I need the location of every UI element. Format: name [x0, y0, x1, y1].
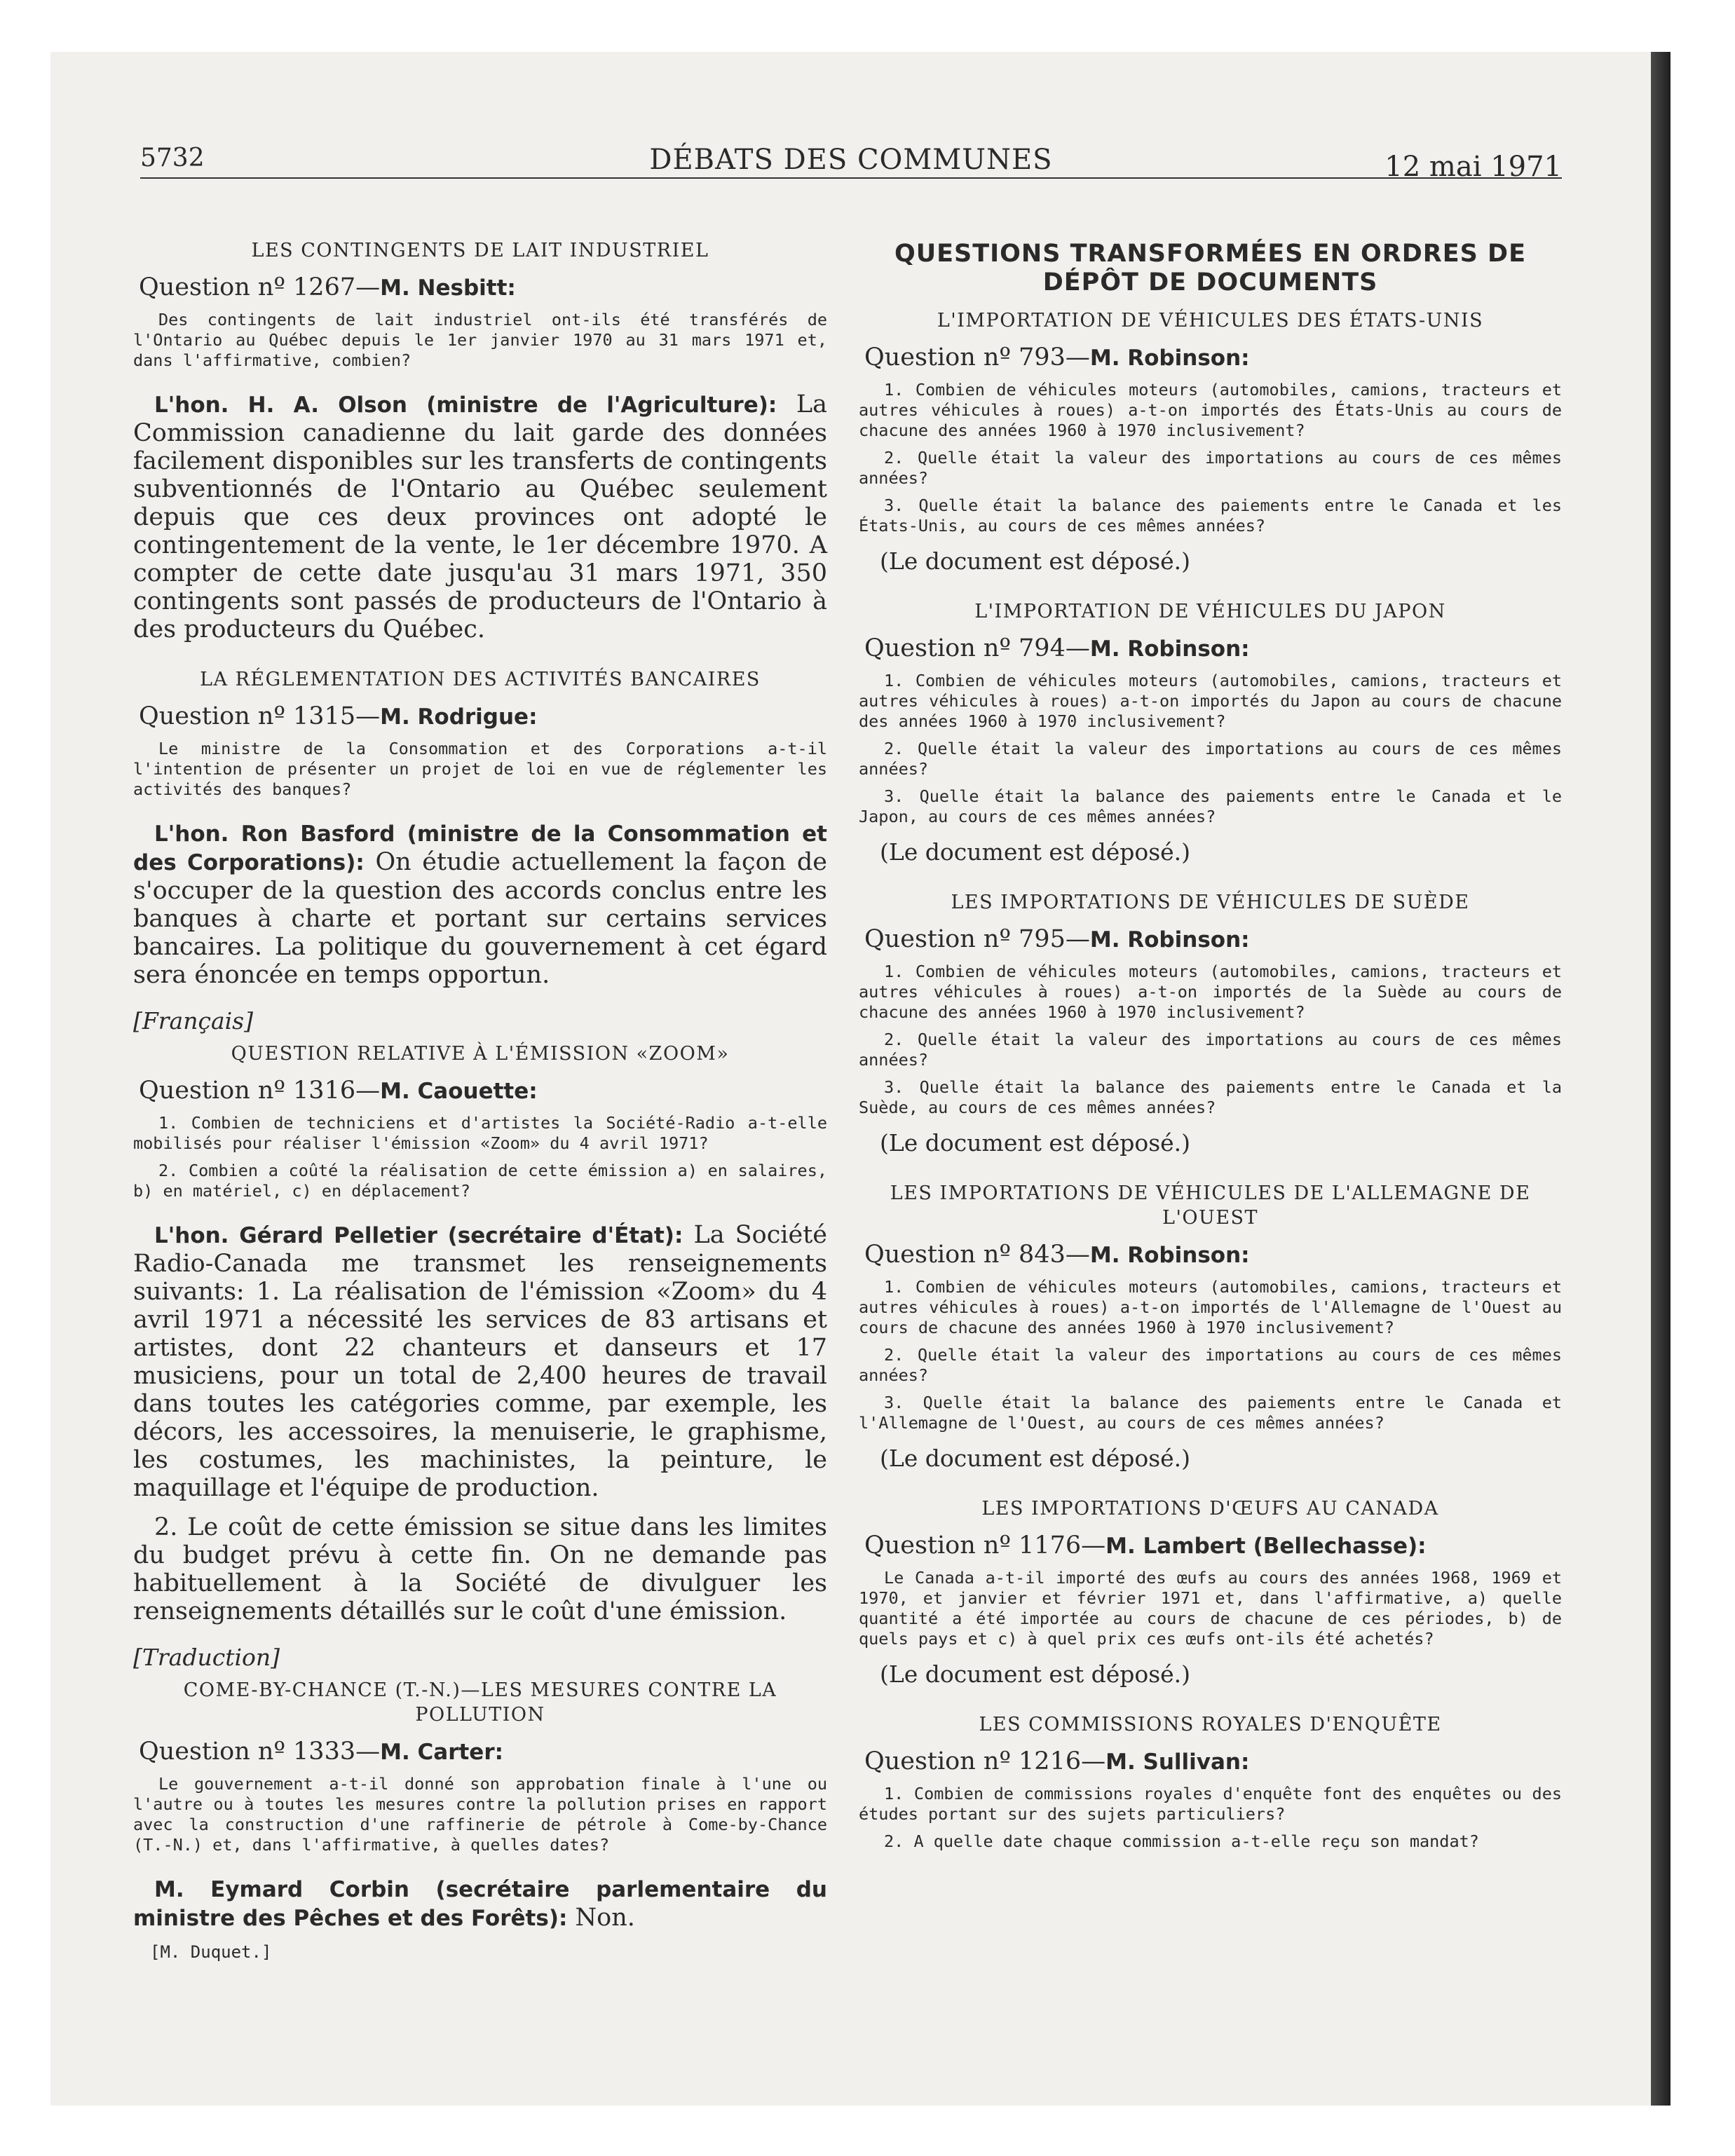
left-column	[133, 231, 827, 1962]
question-author: M. Rodrigue:	[380, 704, 538, 730]
question-number: Question nº 1216—	[864, 1747, 1106, 1775]
main-heading: QUESTIONS TRANSFORMÉES EN ORDRES DE DÉPÔT DE DOCUMENTS	[894, 240, 1527, 296]
answer-speaker: M. Eymard Corbin (secrétaire parlementaire du ministre des Pêches et des Forêts):	[133, 1877, 827, 1931]
section-heading: LES IMPORTATIONS D'ŒUFS AU CANADA	[981, 1498, 1439, 1520]
answer	[133, 1875, 827, 1932]
question-text: Le gouvernement a-t-il donné son approbation finale à l'une ou l'autre ou à toutes les mesures contre la pollution prises en rapport avec la construction d'une raffinerie de pétrole à Come-by-Chance (T.-N.) et, dans l'affirmative, à quelles dates?	[133, 1774, 827, 1855]
question-item: 2. Quelle était la valeur des importations au cours de ces mêmes années?	[859, 739, 1562, 779]
question-number: Question nº 1267—	[139, 273, 381, 301]
document-tabled-note: (Le document est déposé.)	[880, 1445, 1191, 1472]
question-item: 1. Combien de commissions royales d'enquête font des enquêtes ou des études portant sur des sujets particuliers?	[859, 1784, 1562, 1824]
question-number: Question nº 1176—	[864, 1531, 1106, 1560]
question-item: 1. Combien de véhicules moteurs (automobiles, camions, tracteurs et autres véhicules à roues) a-t-on importés de la Suède au cours de chacune des années 1960 à 1970 inclusivement?	[859, 962, 1562, 1022]
question-item: 2. Quelle était la valeur des importations au cours de ces mêmes années?	[859, 1030, 1562, 1070]
section-heading: LA RÉGLEMENTATION DES ACTIVITÉS BANCAIRES	[200, 669, 761, 690]
answer-speaker: L'hon. H. A. Olson (ministre de l'Agriculture):	[154, 393, 777, 418]
question-line	[139, 702, 827, 732]
page-header	[140, 137, 1562, 186]
next-speaker: [M. Duquet.]	[150, 1942, 272, 1962]
question-number: Question nº 793—	[864, 343, 1090, 371]
answer	[133, 1221, 827, 1502]
answer-speaker: L'hon. Gérard Pelletier (secrétaire d'État):	[154, 1223, 683, 1248]
section-heading: QUESTION RELATIVE À L'ÉMISSION «ZOOM»	[231, 1043, 730, 1065]
language-marker: [Français]	[133, 1007, 253, 1035]
question-author: M. Lambert (Bellechasse):	[1105, 1534, 1427, 1559]
section-heading: LES IMPORTATIONS DE VÉHICULES DE L'ALLEMAGNE DE L'OUEST	[890, 1182, 1531, 1229]
question-item: 3. Quelle était la balance des paiements entre le Canada et le Japon, au cours de ces mêmes années?	[859, 786, 1562, 826]
scan-edge	[1651, 52, 1671, 2106]
question-text: Le ministre de la Consommation et des Corporations a-t-il l'intention de présenter un projet de loi en vue de réglementer les activités des banques?	[133, 739, 827, 799]
question-number: Question nº 1315—	[139, 702, 381, 730]
answer-speaker: L'hon. Ron Basford (ministre de la Consommation et des Corporations):	[133, 821, 827, 875]
question-text: Des contingents de lait industriel ont-ils été transférés de l'Ontario au Québec depuis le 1er janvier 1970 au 31 mars 1971 et, dans l'affirmative, combien?	[133, 310, 827, 370]
question-line	[864, 343, 1562, 373]
section-heading: L'IMPORTATION DE VÉHICULES DU JAPON	[974, 601, 1446, 622]
section-heading: L'IMPORTATION DE VÉHICULES DES ÉTATS-UNIS	[937, 310, 1484, 332]
question-line	[864, 634, 1562, 664]
question-author: M. Robinson:	[1089, 1243, 1250, 1268]
question-line	[139, 1737, 827, 1767]
answer-text: La Société Radio-Canada me transmet les renseignements suivants: 1. La réalisation de l'émission «Zoom» du 4 avril 1971 a nécessité les services de 83 artisans et artistes, dont 22 chanteurs et danseurs et 17 musiciens, pour un total de 2,400 heures de travail dans toutes les catégories comme, par exemple, les décors, les accessoires, la menuiserie, le graphisme, les costumes, les machinistes, la peinture, le maquillage et l'équipe de production.	[133, 1221, 827, 1502]
document-tabled-note: (Le document est déposé.)	[880, 1129, 1191, 1157]
issue-date: 12 mai 1971	[1384, 151, 1562, 183]
section-heading: COME-BY-CHANCE (T.-N.)—LES MESURES CONTRE LA POLLUTION	[183, 1679, 777, 1726]
document-tabled-note: (Le document est déposé.)	[880, 1660, 1191, 1688]
question-author: M. Sullivan:	[1105, 1749, 1250, 1775]
question-item: 3. Quelle était la balance des paiements entre le Canada et l'Allemagne de l'Ouest, au cours de ces mêmes années?	[859, 1393, 1562, 1433]
question-item: 1. Combien de véhicules moteurs (automobiles, camions, tracteurs et autres véhicules à roues) a-t-on importés de l'Allemagne de l'Ouest au cours de chacune des années 1960 à 1970 inclusivement?	[859, 1277, 1562, 1337]
page-number: 5732	[140, 144, 205, 172]
question-item: 2. Combien a coûté la réalisation de cette émission a) en salaires, b) en matériel, c) en déplacement?	[133, 1161, 827, 1201]
document-tabled-note: (Le document est déposé.)	[880, 547, 1191, 575]
question-line	[864, 1240, 1562, 1270]
question-number: Question nº 1333—	[139, 1738, 381, 1766]
answer	[133, 819, 827, 989]
question-number: Question nº 794—	[864, 634, 1090, 662]
question-author: M. Robinson:	[1089, 636, 1250, 662]
question-item: 2. A quelle date chaque commission a-t-elle reçu son mandat?	[884, 1831, 1479, 1851]
question-line	[139, 1076, 827, 1106]
question-author: M. Carter:	[380, 1740, 504, 1765]
question-author: M. Nesbitt:	[380, 275, 516, 301]
language-marker: [Traduction]	[133, 1644, 280, 1671]
answer-text: La Commission canadienne du lait garde des données facilement disponibles sur les transferts de contingents subventionnés de l'Ontario au Québec seulement depuis que ces deux provinces ont adopté le contingentement de la vente, le 1er décembre 1970. A compter de cette date jusqu'au 31 mars 1971, 350 contingents sont passés de producteurs de l'Ontario à des producteurs du Québec.	[133, 390, 827, 643]
question-item: 1. Combien de techniciens et d'artistes la Société-Radio a-t-elle mobilisés pour réaliser l'émission «Zoom» du 4 avril 1971?	[133, 1113, 827, 1153]
answer-text: Non.	[575, 1904, 635, 1932]
question-item: 3. Quelle était la balance des paiements entre le Canada et les États-Unis, au cours de ces mêmes années?	[859, 496, 1562, 535]
answer-continued: 2. Le coût de cette émission se situe dans les limites du budget prévu à cette fin. On ne demande pas habituellement à la Société de divulguer les renseignements détaillés sur le coût d'une émission.	[133, 1513, 827, 1625]
header-rule	[140, 177, 1562, 179]
section-heading: LES IMPORTATIONS DE VÉHICULES DE SUÈDE	[951, 892, 1470, 913]
question-item: 2. Quelle était la valeur des importations au cours de ces mêmes années?	[859, 448, 1562, 488]
question-author: M. Robinson:	[1089, 927, 1250, 953]
question-line	[864, 1531, 1562, 1561]
question-number: Question nº 795—	[864, 925, 1090, 953]
document-tabled-note: (Le document est déposé.)	[880, 838, 1191, 866]
question-number: Question nº 1316—	[139, 1077, 381, 1105]
right-column	[859, 231, 1562, 1859]
question-item: 1. Combien de véhicules moteurs (automobiles, camions, tracteurs et autres véhicules à roues) a-t-on importés des États-Unis au cours de chacune des années 1960 à 1970 inclusivement?	[859, 380, 1562, 440]
answer	[133, 390, 827, 643]
question-author: M. Caouette:	[380, 1079, 538, 1104]
publication-title: DÉBATS DES COMMUNES	[649, 144, 1053, 176]
question-author: M. Robinson:	[1089, 346, 1250, 371]
question-line	[139, 273, 827, 303]
answer-text: On étudie actuellement la façon de s'occuper de la question des accords conclus entre les banques à charte et portant sur certains services bancaires. La politique du gouvernement à cet égard sera énoncée en temps opportun.	[133, 848, 827, 989]
question-item: 1. Combien de véhicules moteurs (automobiles, camions, tracteurs et autres véhicules à roues) a-t-on importés du Japon au cours de chacune des années 1960 à 1970 inclusivement?	[859, 671, 1562, 731]
section-heading: LES COMMISSIONS ROYALES D'ENQUÊTE	[979, 1714, 1442, 1735]
question-number: Question nº 843—	[864, 1241, 1090, 1269]
question-text: Le Canada a-t-il importé des œufs au cours des années 1968, 1969 et 1970, et janvier et février 1971 et, dans l'affirmative, a) quelle quantité a été importée au cours de chacune de ces périodes, b) de quels pays et c) à quel prix ces œufs ont-ils été achetés?	[859, 1568, 1562, 1649]
question-item: 2. Quelle était la valeur des importations au cours de ces mêmes années?	[859, 1345, 1562, 1385]
section-heading: LES CONTINGENTS DE LAIT INDUSTRIEL	[251, 240, 709, 261]
question-line	[864, 1747, 1562, 1777]
question-line	[864, 925, 1562, 955]
question-item: 3. Quelle était la balance des paiements entre le Canada et la Suède, au cours de ces mêmes années?	[859, 1077, 1562, 1117]
